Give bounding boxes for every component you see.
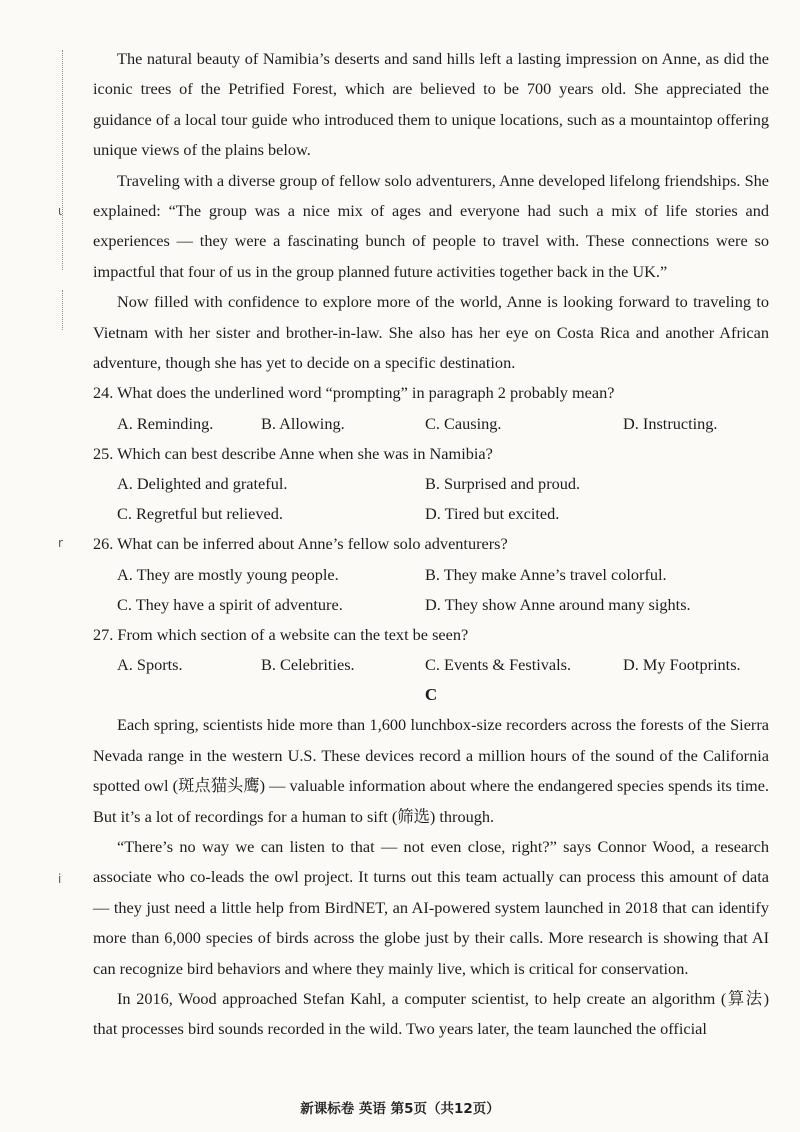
- margin-mark: i: [58, 872, 62, 886]
- passage-paragraph: In 2016, Wood approached Stefan Kahl, a computer scientist, to help create an algorithm (算法) that processes bird sounds recorded in the wild. Two years later, the team launched the official: [93, 989, 769, 1039]
- question-stem: 26. What can be inferred about Anne’s fellow solo adventurers?: [93, 534, 508, 554]
- question-stem: 27. From which section of a website can the text be seen?: [93, 625, 469, 645]
- question-options: [93, 499, 769, 529]
- option-c: C. Causing.: [425, 413, 502, 433]
- binding-line: [62, 50, 63, 270]
- option-c: C. Regretful but relieved.: [117, 504, 283, 524]
- option-b: B. Allowing.: [261, 413, 345, 433]
- option-c: C. Events & Festivals.: [425, 655, 572, 675]
- option-a: A. Sports.: [117, 655, 183, 675]
- passage-paragraph: Now filled with confidence to explore more of the world, Anne is looking forward to traveling to Vietnam with her sister and brother-in-law. She also has her eye on Costa Rica and another African adventure, though she has yet to decide on a specific destination.: [93, 292, 769, 373]
- option-b: B. Surprised and proud.: [425, 474, 581, 494]
- question-options: [93, 650, 769, 680]
- question-stem: 25. Which can best describe Anne when she was in Namibia?: [93, 443, 493, 463]
- option-d: D. My Footprints.: [623, 655, 741, 675]
- margin-mark: ι: [58, 204, 63, 218]
- option-d: D. They show Anne around many sights.: [425, 594, 691, 614]
- option-b: B. They make Anne’s travel colorful.: [425, 564, 667, 584]
- passage-paragraph: Each spring, scientists hide more than 1,600 lunchbox-size recorders across the forests of the Sierra Nevada range in the western U.S. These devices record a million hours of the sound of the California spotted owl (斑点猫头鹰) — valuable information about where the endangered species spends its time. But it’s a lot of recordings for a human to sift (筛选) through.: [93, 715, 769, 826]
- page-footer: 新课标卷 英语 第5页（共12页）: [300, 1101, 500, 1117]
- question-options: [93, 560, 769, 590]
- passage-paragraph: “There’s no way we can listen to that — not even close, right?” says Connor Wood, a research associate who co-leads the owl project. It turns out this team actually can process this amount of data — they just need a little help from BirdNET, an AI-powered system launched in 2018 that can identify more than 6,000 species of birds across the globe just by their calls. More research is showing that AI can recognize bird behaviors and where they mainly live, which is critical for conservation.: [93, 837, 769, 978]
- margin-mark: r: [58, 536, 63, 550]
- question-options: [93, 469, 769, 499]
- option-a: A. They are mostly young people.: [117, 564, 339, 584]
- binding-line-lower: [62, 290, 63, 330]
- option-a: A. Reminding.: [117, 413, 214, 433]
- option-a: A. Delighted and grateful.: [117, 474, 288, 494]
- question-stem: 24. What does the underlined word “prompting” in paragraph 2 probably mean?: [93, 383, 615, 403]
- main-text: [93, 44, 769, 1045]
- option-d: D. Instructing.: [623, 413, 718, 433]
- question-options: [93, 409, 769, 439]
- passage-paragraph: The natural beauty of Namibia’s deserts and sand hills left a lasting impression on Anne, as did the iconic trees of the Petrified Forest, which are believed to be 700 years old. She appreciated the guidance of a local tour guide who introduced them to unique locations, such as a mountaintop offering unique views of the plains below.: [93, 49, 769, 160]
- question-options: [93, 590, 769, 620]
- option-c: C. They have a spirit of adventure.: [117, 594, 343, 614]
- section-heading: C: [424, 685, 438, 705]
- option-b: B. Celebrities.: [261, 655, 355, 675]
- passage-paragraph: Traveling with a diverse group of fellow solo adventurers, Anne developed lifelong friendships. She explained: “The group was a nice mix of ages and everyone had such a mix of life stories and experiences — they were a fascinating bunch of people to travel with. These connections were so impactful that four of us in the group planned future activities together back in the UK.”: [93, 170, 769, 281]
- option-d: D. Tired but excited.: [425, 504, 560, 524]
